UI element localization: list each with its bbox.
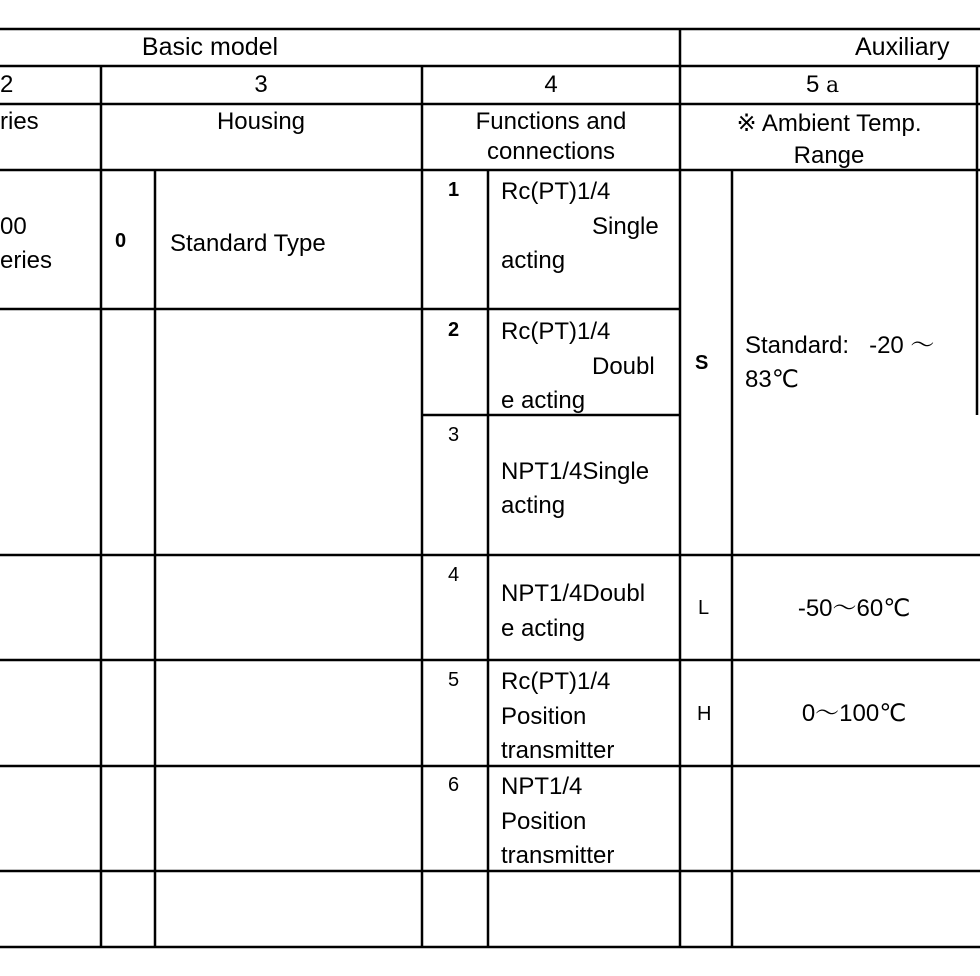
temp-code: H bbox=[697, 703, 712, 725]
column-number-5 bbox=[806, 73, 839, 97]
temp-code: S bbox=[695, 352, 709, 374]
housing-column-title: Housing bbox=[216, 108, 306, 135]
temp-range-line: 83℃ bbox=[745, 366, 799, 393]
function-code: 2 bbox=[448, 319, 460, 341]
function-code: 4 bbox=[448, 564, 460, 586]
series-value-line2: eries bbox=[0, 247, 53, 274]
function-code: 3 bbox=[448, 424, 460, 446]
function-description-line: Position bbox=[501, 703, 587, 730]
auxiliary-header: Auxiliary bbox=[855, 33, 950, 61]
temp-range: -50～60℃ bbox=[797, 595, 911, 622]
functions-column-title-line2: connections bbox=[486, 138, 616, 165]
column-number-4: 4 bbox=[544, 71, 558, 98]
function-description-line: Rc(PT)1/4 bbox=[501, 318, 611, 345]
function-description-line: acting bbox=[501, 247, 566, 274]
function-description-line: e acting bbox=[501, 387, 586, 414]
column-number-3: 3 bbox=[254, 71, 268, 98]
function-description-line: e acting bbox=[501, 615, 586, 642]
function-description-line: acting bbox=[501, 492, 566, 519]
series-value-line1: 00 bbox=[0, 213, 27, 240]
function-code: 1 bbox=[448, 179, 460, 201]
column-number-5-suffix: a bbox=[826, 73, 840, 98]
temp-column-title-line2: Range bbox=[793, 142, 865, 169]
column-number-2: 2 bbox=[0, 71, 14, 98]
function-description-line: Position bbox=[501, 808, 587, 835]
function-description-line: Single bbox=[592, 213, 659, 240]
housing-name: Standard Type bbox=[170, 230, 326, 257]
function-description-line: NPT1/4Single bbox=[501, 458, 650, 485]
function-description-line: transmitter bbox=[501, 842, 615, 869]
function-description-line: NPT1/4 bbox=[501, 773, 583, 800]
functions-column-title-line1: Functions and bbox=[475, 108, 627, 135]
column-number-5-digit: 5 bbox=[806, 71, 820, 98]
temp-range-line: Standard: -20 ～ bbox=[745, 332, 935, 359]
function-description-line: NPT1/4Doubl bbox=[501, 580, 646, 607]
temp-range: 0～100℃ bbox=[801, 700, 907, 727]
function-description-line: Rc(PT)1/4 bbox=[501, 178, 611, 205]
basic-model-header: Basic model bbox=[141, 33, 279, 61]
temp-column-title-line1: ※ Ambient Temp. bbox=[736, 110, 922, 137]
function-description-line: Doubl bbox=[592, 353, 655, 380]
housing-code: 0 bbox=[115, 230, 127, 252]
function-code: 6 bbox=[448, 774, 460, 796]
temp-code: L bbox=[698, 597, 710, 619]
function-description-line: Rc(PT)1/4 bbox=[501, 668, 611, 695]
function-description-line: transmitter bbox=[501, 737, 615, 764]
function-code: 5 bbox=[448, 669, 460, 691]
series-column-title: ries bbox=[0, 108, 39, 135]
